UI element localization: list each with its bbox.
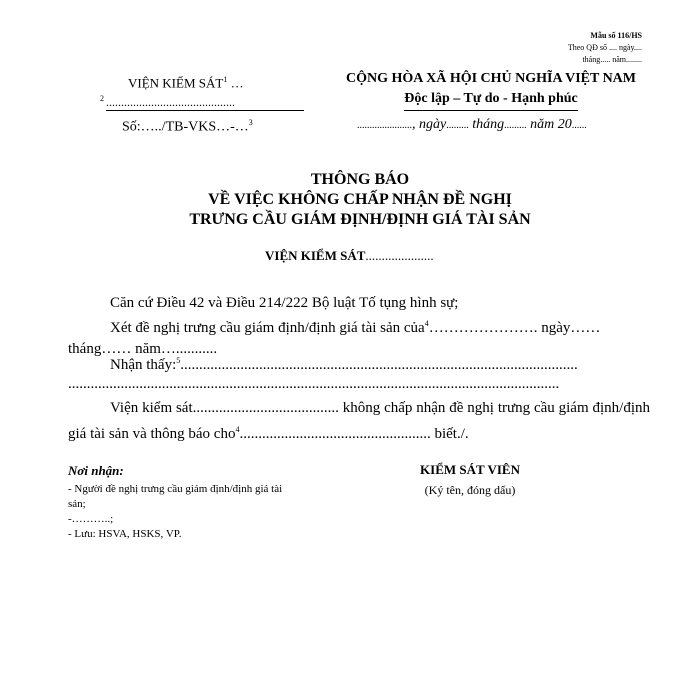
agency-name: VIỆN KIỂM SÁT$^1$ … <box>128 75 244 91</box>
signature-note: (Ký tên, đóng dấu) <box>424 483 516 497</box>
national-heading <box>341 69 641 111</box>
motto: Độc lập – Tự do - Hạnh phúc <box>404 89 577 111</box>
title-line-2: VỀ VIỆC KHÔNG CHẤP NHẬN ĐỀ NGHỊ <box>208 191 512 208</box>
body-request: Xét đề nghị trưng cầu giám định/định giá tài sản của$^4$…………………. ngày…… tháng…… năm…........... <box>68 319 601 357</box>
form-code <box>568 30 642 66</box>
form-decision: Theo QĐ số .... ngày.... <box>567 43 642 52</box>
title-line-3: TRƯNG CẦU GIÁM ĐỊNH/ĐỊNH GIÁ TÀI SẢN <box>189 211 531 228</box>
issuer-line: VIỆN KIỂM SÁT..................... <box>265 248 434 263</box>
subagency-line: $^2$ ........................................... <box>100 94 304 111</box>
body-decision: Viện kiểm sát....................................... không chấp nhận đề nghị trưng cầu giám định/định giá tài sản và thông báo cho$^4$................................................... biết./. <box>68 400 650 442</box>
form-decision-date: tháng..... năm........ <box>582 55 642 64</box>
form-number: Mẫu số 116/HS <box>590 31 642 40</box>
recipient-item: - Lưu: HSVA, HSKS, VP. <box>68 528 182 540</box>
recipient-item: -………..; <box>68 513 114 525</box>
nation-name: CỘNG HÒA XÃ HỘI CHỦ NGHĨA VIỆT NAM <box>345 71 636 86</box>
document-number: Số:…../TB-VKS…-…$^3$ <box>122 118 253 135</box>
body-legal-basis: Căn cứ Điều 42 và Điều 214/222 Bộ luật Tố tụng hình sự; <box>110 295 459 311</box>
body-findings-continued: ................................................................................................................................... <box>68 376 560 392</box>
date-line: ......................, ngày......... tháng......... năm 20...... <box>357 117 587 132</box>
signature-title: KIỂM SÁT VIÊN <box>420 462 520 477</box>
document-title <box>120 170 600 230</box>
recipients-list <box>68 482 298 542</box>
recipient-item: - Người đề nghị trưng cầu giám định/định giá tài sản; <box>68 483 283 510</box>
title-line-1: THÔNG BÁO <box>310 171 410 188</box>
body-findings: Nhận thấy:$^5$.......................................................................................................... <box>110 356 578 373</box>
recipients-title: Nơi nhận: <box>68 463 124 478</box>
